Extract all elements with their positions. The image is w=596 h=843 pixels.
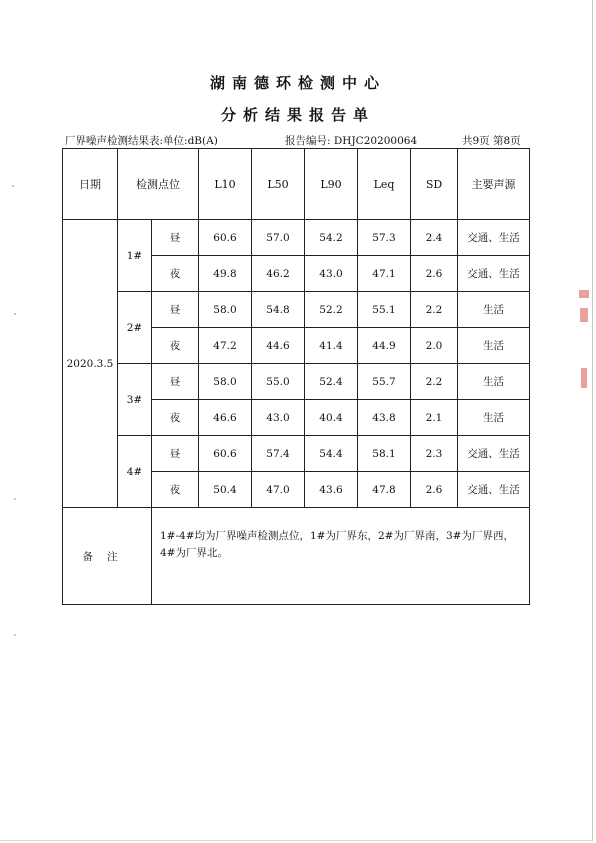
table-row bbox=[63, 220, 530, 256]
sd-cell: 2.2 bbox=[411, 364, 458, 400]
l50-cell: 46.2 bbox=[252, 256, 305, 292]
seal-mark bbox=[581, 368, 587, 388]
period-cell: 昼 bbox=[152, 364, 199, 400]
period-cell: 夜 bbox=[152, 328, 199, 364]
scan-speck bbox=[14, 498, 16, 500]
source-cell: 生活 bbox=[458, 328, 530, 364]
l10-cell: 47.2 bbox=[199, 328, 252, 364]
source-cell: 生活 bbox=[458, 364, 530, 400]
header-date: 日期 bbox=[63, 149, 118, 220]
point-cell: 4# bbox=[118, 436, 152, 508]
header-row bbox=[63, 149, 530, 220]
source-cell: 交通、生活 bbox=[458, 220, 530, 256]
date-cell: 2020.3.5 bbox=[63, 220, 118, 508]
l90-cell: 43.6 bbox=[305, 472, 358, 508]
period-cell: 夜 bbox=[152, 400, 199, 436]
header-leq: Leq bbox=[358, 149, 411, 220]
sd-cell: 2.1 bbox=[411, 400, 458, 436]
seal-mark bbox=[580, 308, 588, 322]
l90-cell: 52.4 bbox=[305, 364, 358, 400]
period-cell: 夜 bbox=[152, 472, 199, 508]
source-cell: 生活 bbox=[458, 400, 530, 436]
l90-cell: 52.2 bbox=[305, 292, 358, 328]
header-source: 主要声源 bbox=[458, 149, 530, 220]
source-cell: 交通、生活 bbox=[458, 472, 530, 508]
sd-cell: 2.0 bbox=[411, 328, 458, 364]
l50-cell: 44.6 bbox=[252, 328, 305, 364]
source-cell: 交通、生活 bbox=[458, 436, 530, 472]
period-cell: 夜 bbox=[152, 256, 199, 292]
sd-cell: 2.4 bbox=[411, 220, 458, 256]
l10-cell: 58.0 bbox=[199, 292, 252, 328]
header-point: 检测点位 bbox=[118, 149, 199, 220]
scan-speck bbox=[14, 634, 16, 636]
leq-cell: 43.8 bbox=[358, 400, 411, 436]
table-row bbox=[63, 436, 530, 472]
source-cell: 生活 bbox=[458, 292, 530, 328]
l90-cell: 41.4 bbox=[305, 328, 358, 364]
header-sd: SD bbox=[411, 149, 458, 220]
l50-cell: 47.0 bbox=[252, 472, 305, 508]
source-cell: 交通、生活 bbox=[458, 256, 530, 292]
l50-cell: 43.0 bbox=[252, 400, 305, 436]
leq-cell: 47.8 bbox=[358, 472, 411, 508]
l50-cell: 54.8 bbox=[252, 292, 305, 328]
period-cell: 昼 bbox=[152, 292, 199, 328]
leq-cell: 55.7 bbox=[358, 364, 411, 400]
leq-cell: 44.9 bbox=[358, 328, 411, 364]
table-caption: 厂界噪声检测结果表:单位:dB(A) bbox=[65, 135, 218, 147]
l50-cell: 57.4 bbox=[252, 436, 305, 472]
l90-cell: 40.4 bbox=[305, 400, 358, 436]
period-cell: 昼 bbox=[152, 436, 199, 472]
table-row bbox=[63, 364, 530, 400]
l10-cell: 60.6 bbox=[199, 220, 252, 256]
leq-cell: 57.3 bbox=[358, 220, 411, 256]
noise-results-table bbox=[62, 148, 530, 605]
report-number: 报告编号: DHJC20200064 bbox=[285, 135, 418, 147]
sd-cell: 2.2 bbox=[411, 292, 458, 328]
leq-cell: 55.1 bbox=[358, 292, 411, 328]
l10-cell: 58.0 bbox=[199, 364, 252, 400]
l10-cell: 46.6 bbox=[199, 400, 252, 436]
l90-cell: 43.0 bbox=[305, 256, 358, 292]
point-cell: 3# bbox=[118, 364, 152, 436]
scan-speck bbox=[14, 313, 16, 315]
leq-cell: 47.1 bbox=[358, 256, 411, 292]
l10-cell: 50.4 bbox=[199, 472, 252, 508]
l50-cell: 55.0 bbox=[252, 364, 305, 400]
header-l50: L50 bbox=[252, 149, 305, 220]
sd-cell: 2.6 bbox=[411, 256, 458, 292]
point-cell: 1# bbox=[118, 220, 152, 292]
page-info: 共9页 第8页 bbox=[462, 135, 521, 147]
point-cell: 2# bbox=[118, 292, 152, 364]
l10-cell: 49.8 bbox=[199, 256, 252, 292]
note-label: 备注 bbox=[63, 508, 152, 605]
document-title: 分析结果报告单 bbox=[220, 106, 375, 124]
scan-speck bbox=[12, 185, 14, 187]
header-l10: L10 bbox=[199, 149, 252, 220]
sd-cell: 2.6 bbox=[411, 472, 458, 508]
l90-cell: 54.4 bbox=[305, 436, 358, 472]
header-l90: L90 bbox=[305, 149, 358, 220]
org-title: 湖南德环检测中心 bbox=[209, 74, 386, 92]
table-row bbox=[63, 292, 530, 328]
notes-row bbox=[63, 508, 530, 605]
l50-cell: 57.0 bbox=[252, 220, 305, 256]
sd-cell: 2.3 bbox=[411, 436, 458, 472]
seal-mark bbox=[579, 290, 589, 298]
leq-cell: 58.1 bbox=[358, 436, 411, 472]
l10-cell: 60.6 bbox=[199, 436, 252, 472]
period-cell: 昼 bbox=[152, 220, 199, 256]
note-text: 1#-4#均为厂界噪声检测点位，1#为厂界东，2#为厂界南，3#为厂界西，4#为厂界北。 bbox=[152, 508, 530, 605]
l90-cell: 54.2 bbox=[305, 220, 358, 256]
